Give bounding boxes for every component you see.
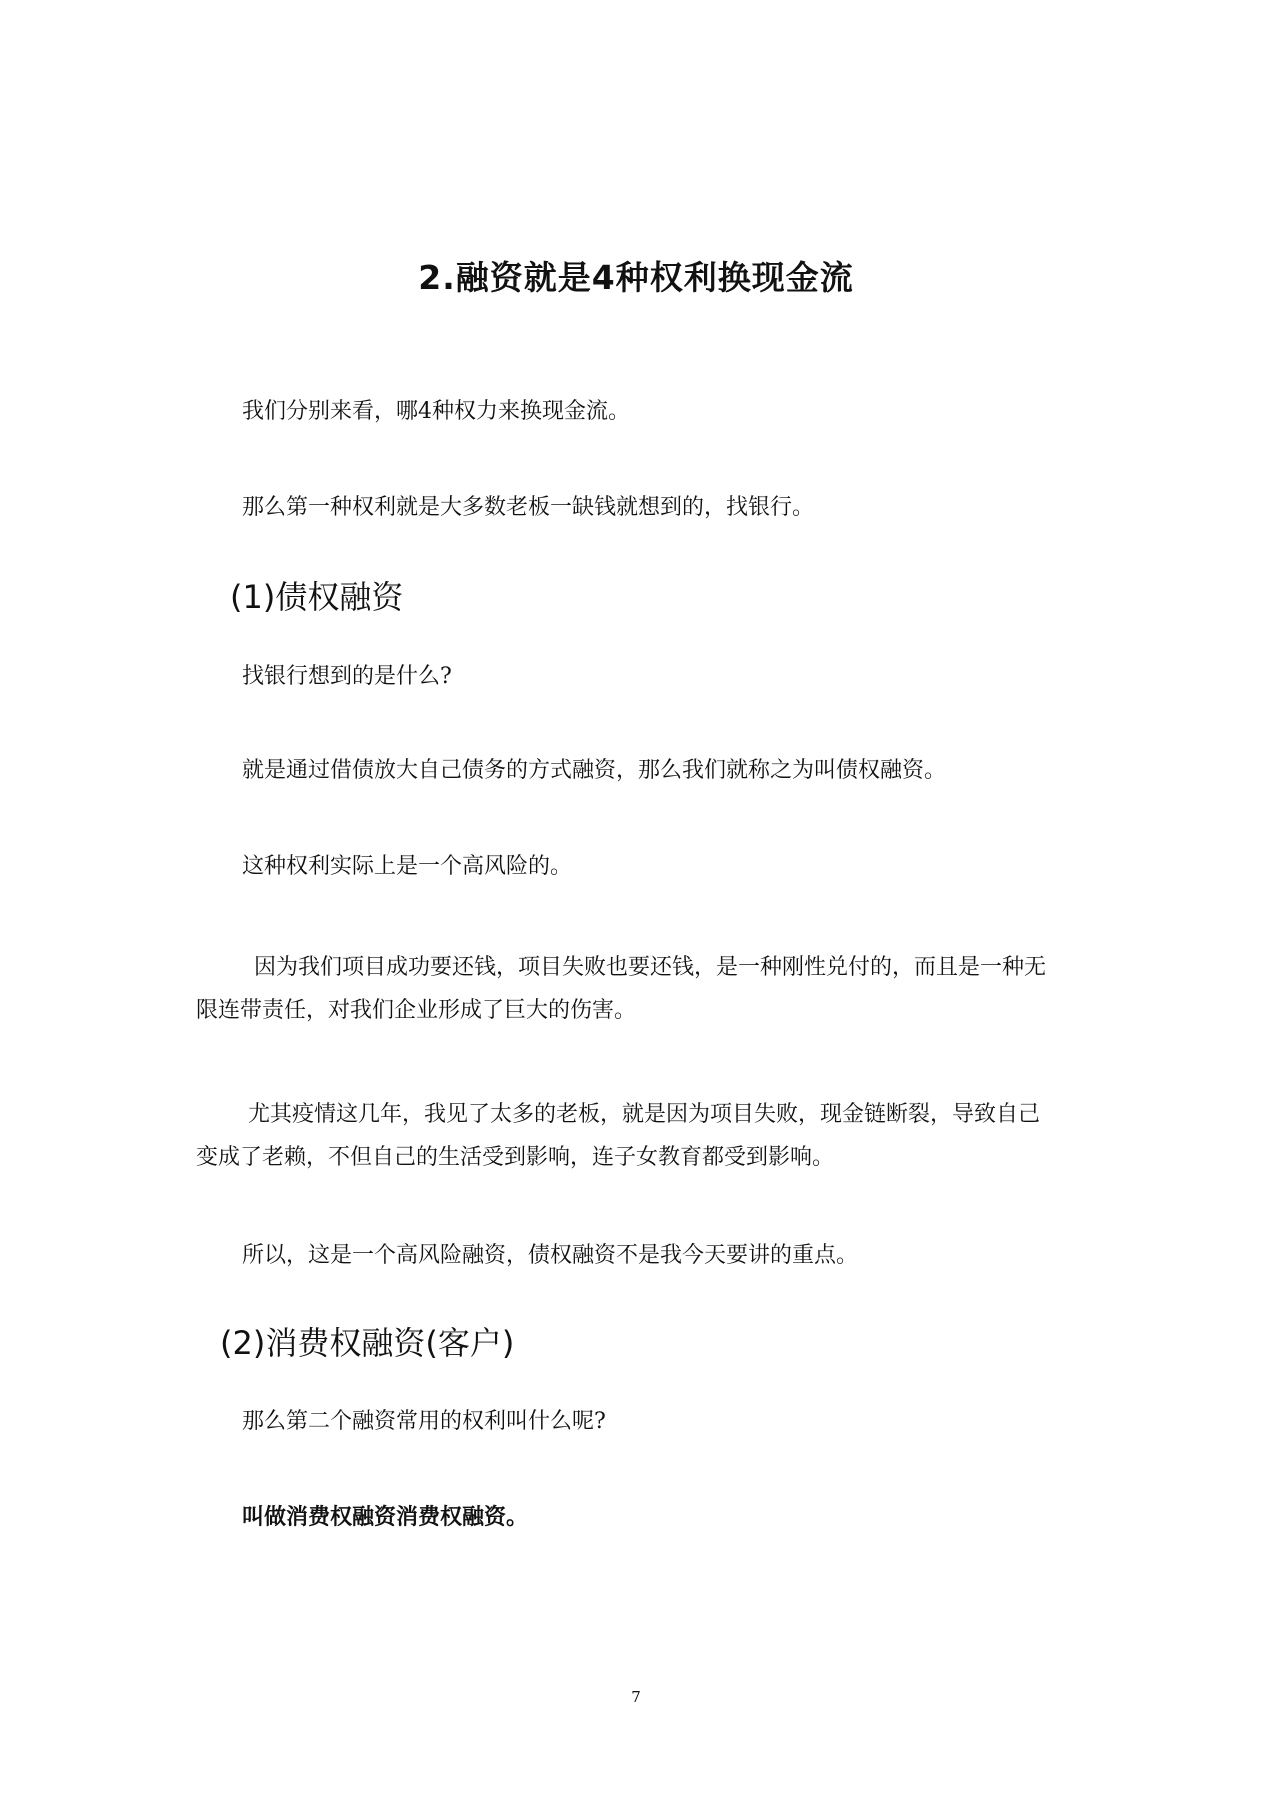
paragraph-1: 我们分别来看，哪4种权力来换现金流。 (242, 399, 630, 424)
page-title: 2.融资就是4种权利换现金流 (418, 258, 854, 297)
paragraph-5: 这种权利实际上是一个高风险的。 (242, 854, 573, 879)
paragraph-4: 就是通过借债放大自己债务的方式融资，那么我们就称之为叫债权融资。 (242, 758, 947, 783)
paragraph-6: 因为我们项目成功要还钱，项目失败也要还钱，是一种刚性兑付的，而且是一种无限连带责任，对我们企业形成了巨大的伤害。 (196, 955, 1047, 1023)
paragraph-7: 尤其疫情这几年，我见了太多的老板，就是因为项目失败，现金链断裂，导致自己变成了老赖，不但自己的生活受到影响，连子女教育都受到影响。 (196, 1102, 1041, 1170)
paragraph-10-bold: 叫做消费权融资消费权融资。 (242, 1505, 529, 1530)
section-heading-debt-financing: (1)债权融资 (230, 578, 404, 616)
page-number: 7 (631, 1688, 641, 1706)
paragraph-2: 那么第一种权利就是大多数老板一缺钱就想到的，找银行。 (242, 495, 815, 520)
paragraph-9: 那么第二个融资常用的权利叫什么呢? (242, 1409, 606, 1434)
paragraph-8: 所以，这是一个高风险融资，债权融资不是我今天要讲的重点。 (242, 1243, 859, 1268)
paragraph-3: 找银行想到的是什么? (242, 664, 452, 689)
section-heading-consumption-financing: (2)消费权融资(客户) (220, 1324, 515, 1362)
